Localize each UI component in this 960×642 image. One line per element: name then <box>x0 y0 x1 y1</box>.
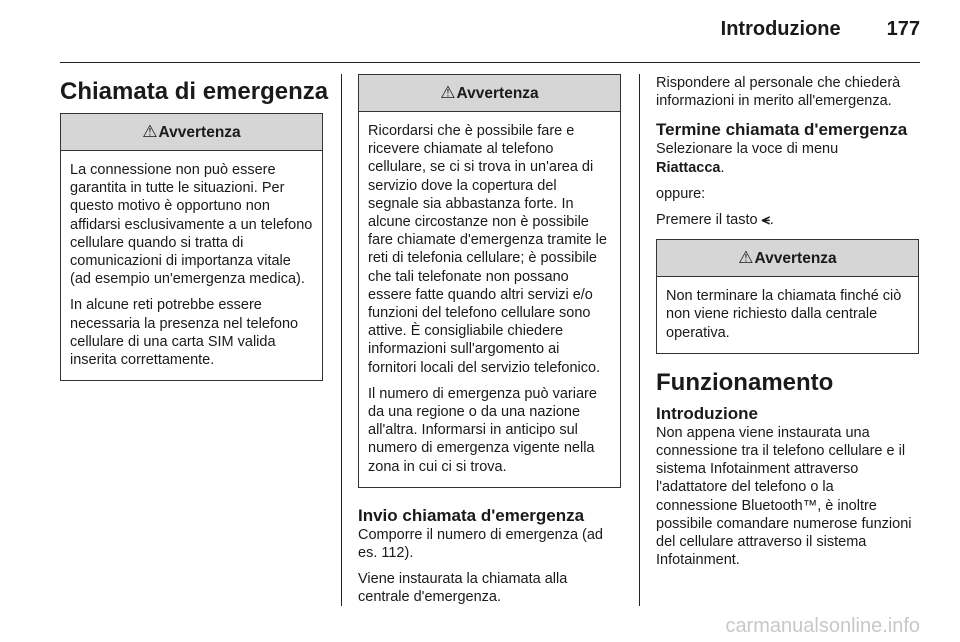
select-instruction: Selezionare la voce di menu <box>656 141 839 158</box>
column-divider-2 <box>639 74 640 606</box>
warning-paragraph: Non terminare la chiamata finché ciò non viene richiesto dalla centrale operativa. <box>666 288 902 341</box>
section-title-emergency-call: Chiamata di emergenza <box>60 78 329 105</box>
warning-header <box>61 114 322 151</box>
warning-header <box>657 240 918 277</box>
page-number: 177 <box>886 18 920 40</box>
punctuation: . <box>720 159 725 176</box>
body-paragraph: Viene instaurata la chiamata alla centrale d'emergenza. <box>358 571 568 606</box>
header-rule <box>60 62 920 63</box>
body-paragraph: Non appena viene instaurata una connessione tra il telefono cellulare e il sistema Infotainment attraverso l'adattatore del telefono o la connessione Bluetooth™, è inoltre possibile comandare numerose funzioni del cellulare attraverso il sistema Infotainment. <box>656 424 912 569</box>
body-paragraph: oppure: <box>656 185 706 202</box>
warning-paragraph: Ricordarsi che è possibile fare e ricevere chiamate al telefono cellulare, se ci si trova in un'area di servizio dove la copertura del segnale sia abbastanza forte. In alcune circostanze non è possibile fare chiamate d'emergenza tramite le reti di telefonia cellulare; è possibile che tali telefonate non possano essere fatte quando altri servizi e/o funzioni del telefono cellulare sono attive. È consigliabile chiedere informazioni sull'argomento ai fornitori locali del servizio telefonico. <box>368 123 607 376</box>
subsection-title-send-emergency-call: Invio chiamata d'emergenza <box>358 505 585 525</box>
warning-icon: ⚠ <box>440 83 456 102</box>
watermark-text: carmanualsonline.info <box>725 615 920 637</box>
warning-body <box>657 277 918 353</box>
warning-label: Avvertenza <box>754 250 837 268</box>
page-header <box>721 18 920 41</box>
warning-box <box>358 74 621 488</box>
body-paragraph <box>656 140 919 176</box>
column-2 <box>358 74 621 615</box>
warning-paragraph: Il numero di emergenza può variare da una regione o da una nazione all'altra. Informarsi in anticipo sul numero di emergenza vigente nella zona in cui ci si trova. <box>368 385 597 475</box>
warning-icon: ⚠ <box>142 122 158 141</box>
column-3 <box>656 74 919 577</box>
column-1 <box>60 74 329 395</box>
press-instruction: Premere il tasto <box>656 212 758 229</box>
warning-label: Avvertenza <box>456 85 539 102</box>
column-divider-1 <box>341 74 342 606</box>
subsection-title-end-emergency-call: Termine chiamata d'emergenza <box>656 120 908 140</box>
body-paragraph: Rispondere al personale che chiederà informazioni in merito all'emergenza. <box>656 75 901 110</box>
menu-item-riattacca: Riattacca <box>656 159 721 176</box>
punctuation: . <box>769 212 774 229</box>
warning-icon: ⚠ <box>738 248 754 268</box>
warning-box <box>656 239 919 354</box>
warning-paragraph: La connessione non può essere garantita in tutte le situazioni. Per questo motivo è opportuno non affidarsi esclusivamente a un telefono cellulare quando si tratta di comunicazioni di importanza vitale (ad esempio un'emergenza medica). <box>70 162 313 288</box>
body-paragraph: Comporre il numero di emergenza (ad es. 112). <box>358 526 603 562</box>
warning-box <box>60 113 323 381</box>
warning-header <box>359 75 620 112</box>
warning-body <box>359 112 620 487</box>
warning-body <box>61 151 322 380</box>
phone-key-icon: ⪪ <box>761 212 770 229</box>
header-title: Introduzione <box>720 18 841 40</box>
section-title-operation: Funzionamento <box>656 368 834 396</box>
subsection-title-introduction: Introduzione <box>656 403 758 423</box>
body-paragraph <box>656 211 919 229</box>
warning-paragraph: In alcune reti potrebbe essere necessaria la presenza nel telefono cellulare di una carta SIM valida inserita correttamente. <box>70 297 299 369</box>
warning-label: Avvertenza <box>158 124 241 141</box>
